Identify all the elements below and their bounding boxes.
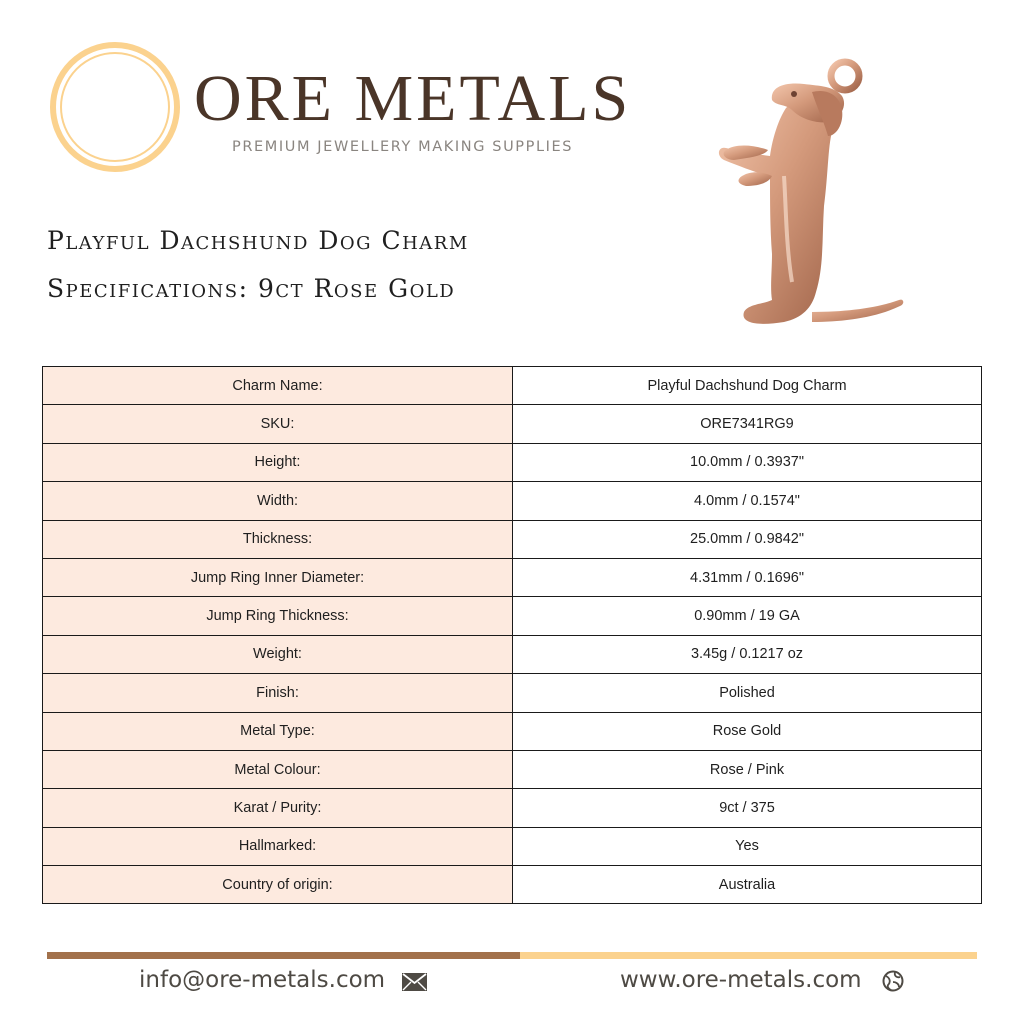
spec-label: Finish: [43, 674, 513, 712]
spec-label: SKU: [43, 405, 513, 443]
product-specifications: Specifications: 9ct Rose Gold [47, 274, 456, 303]
spec-label: Charm Name: [43, 367, 513, 405]
logo-ring [49, 41, 181, 173]
footer-bar-left [47, 952, 520, 959]
spec-value: 25.0mm / 0.9842" [513, 520, 982, 558]
spec-value: 9ct / 375 [513, 789, 982, 827]
spec-row [43, 405, 982, 443]
spec-label: Width: [43, 482, 513, 520]
email-link[interactable]: info@ore-metals.com [139, 967, 386, 993]
spec-row [43, 635, 982, 673]
footer-bar-right [520, 952, 977, 959]
spec-value: Rose Gold [513, 712, 982, 750]
spec-value: Australia [513, 866, 982, 904]
spec-value: Polished [513, 674, 982, 712]
spec-label: Hallmarked: [43, 827, 513, 865]
spec-row [43, 750, 982, 788]
spec-row [43, 443, 982, 481]
spec-row [43, 712, 982, 750]
spec-label: Karat / Purity: [43, 789, 513, 827]
globe-icon[interactable] [882, 970, 904, 992]
spec-row [43, 558, 982, 596]
product-title: Playful Dachshund Dog Charm [47, 226, 469, 255]
spec-label: Weight: [43, 635, 513, 673]
spec-label: Metal Colour: [43, 750, 513, 788]
spec-row [43, 597, 982, 635]
spec-value: 4.0mm / 0.1574" [513, 482, 982, 520]
spec-row [43, 367, 982, 405]
spec-label: Thickness: [43, 520, 513, 558]
envelope-icon[interactable] [402, 973, 427, 991]
spec-value: Rose / Pink [513, 750, 982, 788]
spec-row [43, 674, 982, 712]
spec-row [43, 827, 982, 865]
dachshund-charm-image [712, 56, 912, 334]
brand-name: ORE METALS [194, 62, 632, 135]
spec-row [43, 520, 982, 558]
spec-value: 3.45g / 0.1217 oz [513, 635, 982, 673]
website-link[interactable]: www.ore-metals.com [620, 967, 862, 993]
spec-value: Playful Dachshund Dog Charm [513, 367, 982, 405]
spec-value: 0.90mm / 19 GA [513, 597, 982, 635]
specifications-table [42, 366, 982, 904]
spec-row [43, 789, 982, 827]
spec-label: Jump Ring Thickness: [43, 597, 513, 635]
spec-label: Country of origin: [43, 866, 513, 904]
spec-label: Jump Ring Inner Diameter: [43, 558, 513, 596]
brand-tagline: PREMIUM JEWELLERY MAKING SUPPLIES [232, 139, 574, 155]
spec-label: Height: [43, 443, 513, 481]
spec-value: Yes [513, 827, 982, 865]
spec-value: 10.0mm / 0.3937" [513, 443, 982, 481]
spec-label: Metal Type: [43, 712, 513, 750]
spec-row [43, 866, 982, 904]
spec-row [43, 482, 982, 520]
spec-value: 4.31mm / 0.1696" [513, 558, 982, 596]
spec-value: ORE7341RG9 [513, 405, 982, 443]
